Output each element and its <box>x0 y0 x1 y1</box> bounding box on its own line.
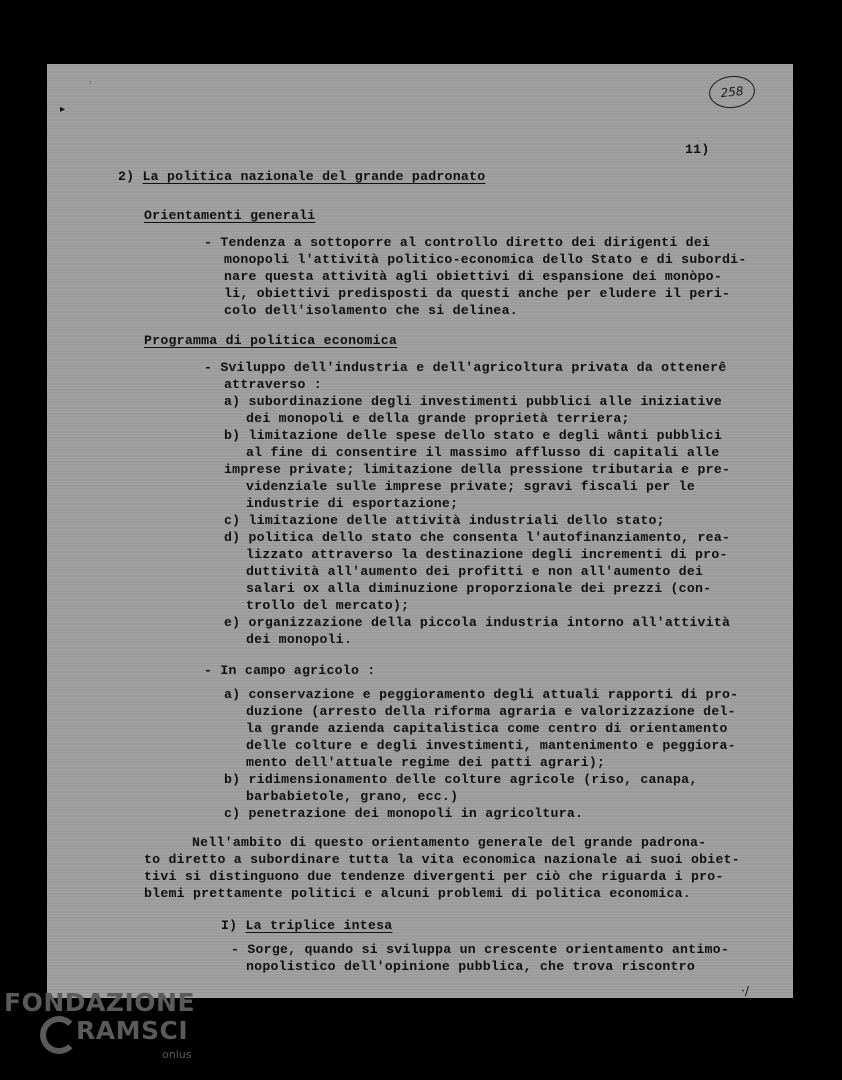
text-line: imprese private; limitazione della pressione tributaria e pre- <box>224 462 731 477</box>
text-line: Nell'ambito di questo orientamento generale del grande padrona- <box>192 835 707 850</box>
text-line: dei monopoli e della grande proprietà terriera; <box>246 411 630 426</box>
text-line: duttività all'aumento dei profitti e non all'aumento dei <box>246 564 704 579</box>
text-line: nare questa attività agli obiettivi di espansione dei monòpo- <box>224 269 722 284</box>
text-line: al fine di consentire il massimo afflusso di capitali alle <box>246 445 720 460</box>
section-heading: Programma di politica economica <box>144 333 398 348</box>
text-line: barbabietole, grano, ecc.) <box>246 789 459 804</box>
text-line: I) La triplice intesa <box>221 918 393 933</box>
text-line: dei monopoli. <box>246 632 353 647</box>
text-line: videnziale sulle imprese private; sgravi fiscali per le <box>246 479 696 494</box>
corner-mark: ·/ <box>741 984 749 998</box>
text-line: tivi si distinguono due tendenze divergenti per ciò che riguarda i pro- <box>144 869 724 884</box>
logo-line-3: onlus <box>162 1048 192 1061</box>
logo-line-2: RAMSCI <box>76 1016 189 1045</box>
text-line: a) conservazione e peggioramento degli attuali rapporti di pro- <box>224 687 739 702</box>
text-line: c) penetrazione dei monopoli in agricoltura. <box>224 806 584 821</box>
text-line: blemi prettamente politici e alcuni problemi di politica economica. <box>144 886 691 901</box>
margin-dot: · <box>89 78 92 87</box>
text-line: colo dell'isolamento che si delinea. <box>224 303 518 318</box>
text-line: b) limitazione delle spese dello stato e degli wânti pubblici <box>224 428 722 443</box>
text-line: salari ox alla diminuzione proporzionale dei prezzi (con- <box>246 581 712 596</box>
text-line: li, obiettivi predisposti da questi anche per eludere il peri- <box>224 286 731 301</box>
text-line: b) ridimensionamento delle colture agricole (riso, canapa, <box>224 772 698 787</box>
page-number: 11) <box>685 142 710 157</box>
text-line: a) subordinazione degli investimenti pubblici alle iniziative <box>224 394 722 409</box>
logo-line-1: FONDAZIONE <box>4 988 196 1017</box>
text-line: to diretto a subordinare tutta la vita economica nazionale ai suoi obiet- <box>144 852 740 867</box>
text-line <box>144 332 397 349</box>
text-line: attraverso : <box>224 377 322 392</box>
text-line: - In campo agricolo : <box>204 663 376 678</box>
text-line: la grande azienda capitalistica come centro di orientamento <box>246 721 728 736</box>
section-heading: La politica nazionale del grande padronato <box>142 169 486 184</box>
text-line: nopolistico dell'opinione pubblica, che trova riscontro <box>246 959 696 974</box>
section-heading: Orientamenti generali <box>144 208 316 223</box>
logo-g-icon <box>40 1016 78 1054</box>
text-line: e) organizzazione della piccola industria intorno all'attività <box>224 615 731 630</box>
fondazione-gramsci-logo <box>4 988 264 1080</box>
text-line: d) politica dello stato che consenta l'autofinanziamento, rea- <box>224 530 731 545</box>
text-line: duzione (arresto della riforma agraria e valorizzazione del- <box>246 704 736 719</box>
text-line <box>144 207 315 224</box>
text-line: - Sviluppo dell'industria e dell'agricoltura privata da ottenerê <box>204 360 727 375</box>
text-line: monopoli l'attività politico-economica dello Stato e di subordi- <box>224 252 747 267</box>
text-line: c) limitazione delle attività industriali dello stato; <box>224 513 665 528</box>
text-line: trollo del mercato); <box>246 598 410 613</box>
text-line: industrie di esportazione; <box>246 496 459 511</box>
text-line: lizzato attraverso la destinazione degli incrementi di pro- <box>246 547 728 562</box>
text-line: delle colture e degli investimenti, mantenimento e peggiora- <box>246 738 736 753</box>
section-heading: La triplice intesa <box>245 918 393 933</box>
archive-stamp: 258 <box>707 74 756 111</box>
margin-mark: ▸ <box>60 104 66 115</box>
text-line: mento dell'attuale regime dei patti agrari); <box>246 755 606 770</box>
document-page <box>47 64 793 998</box>
text-line: - Sorge, quando si sviluppa un crescente orientamento antimo- <box>231 942 729 957</box>
text-line: 2) La politica nazionale del grande padronato <box>118 169 486 184</box>
text-line: - Tendenza a sottoporre al controllo diretto dei dirigenti dei <box>204 235 711 250</box>
